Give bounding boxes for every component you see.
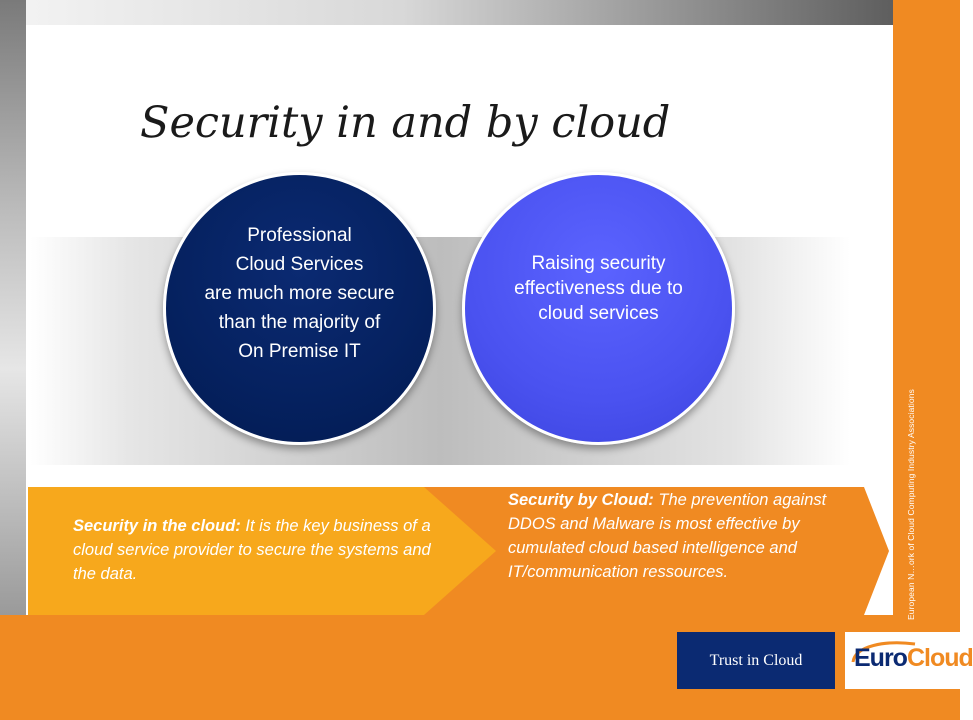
security-by-label: Security by Cloud:	[508, 491, 654, 509]
circle-left-line: On Premise IT	[238, 341, 361, 362]
top-gray-bar	[0, 0, 893, 25]
security-in-text	[73, 514, 453, 586]
circle-right-line: cloud services	[538, 303, 659, 324]
raising-security-circle	[462, 172, 735, 445]
professional-services-circle	[163, 172, 436, 445]
security-in-body: It is the key business of a cloud service provider to secure the systems and the data.	[73, 517, 431, 583]
circle-right-line: effectiveness due to	[514, 278, 683, 299]
security-by-body: The prevention against DDOS and Malware is most effective by cumulated cloud based intelligence and IT/communication ressources.	[508, 491, 827, 581]
circle-left-line: Professional	[247, 225, 352, 246]
circle-right-line: Raising security	[531, 253, 666, 274]
circle-left-line: are much more secure	[204, 283, 395, 304]
logo-euro-text: Euro	[854, 644, 907, 672]
slide-title: Security in and by cloud	[140, 98, 671, 148]
security-by-text	[508, 488, 853, 584]
circle-left-text	[204, 221, 394, 366]
circle-left-line: Cloud Services	[235, 254, 364, 275]
right-orange-strip	[893, 0, 960, 720]
left-gray-bar	[0, 0, 26, 615]
side-caption: European N…ork of Cloud Computing Industry Associations	[906, 389, 916, 620]
trust-in-cloud-button[interactable]: Trust in Cloud	[677, 632, 835, 689]
logo-cloud-text: Cloud	[906, 644, 973, 672]
circle-left-line: than the majority of	[218, 312, 381, 333]
security-in-label: Security in the cloud:	[73, 517, 241, 535]
circle-right-text	[514, 251, 683, 326]
eurocloud-logo	[854, 644, 973, 673]
